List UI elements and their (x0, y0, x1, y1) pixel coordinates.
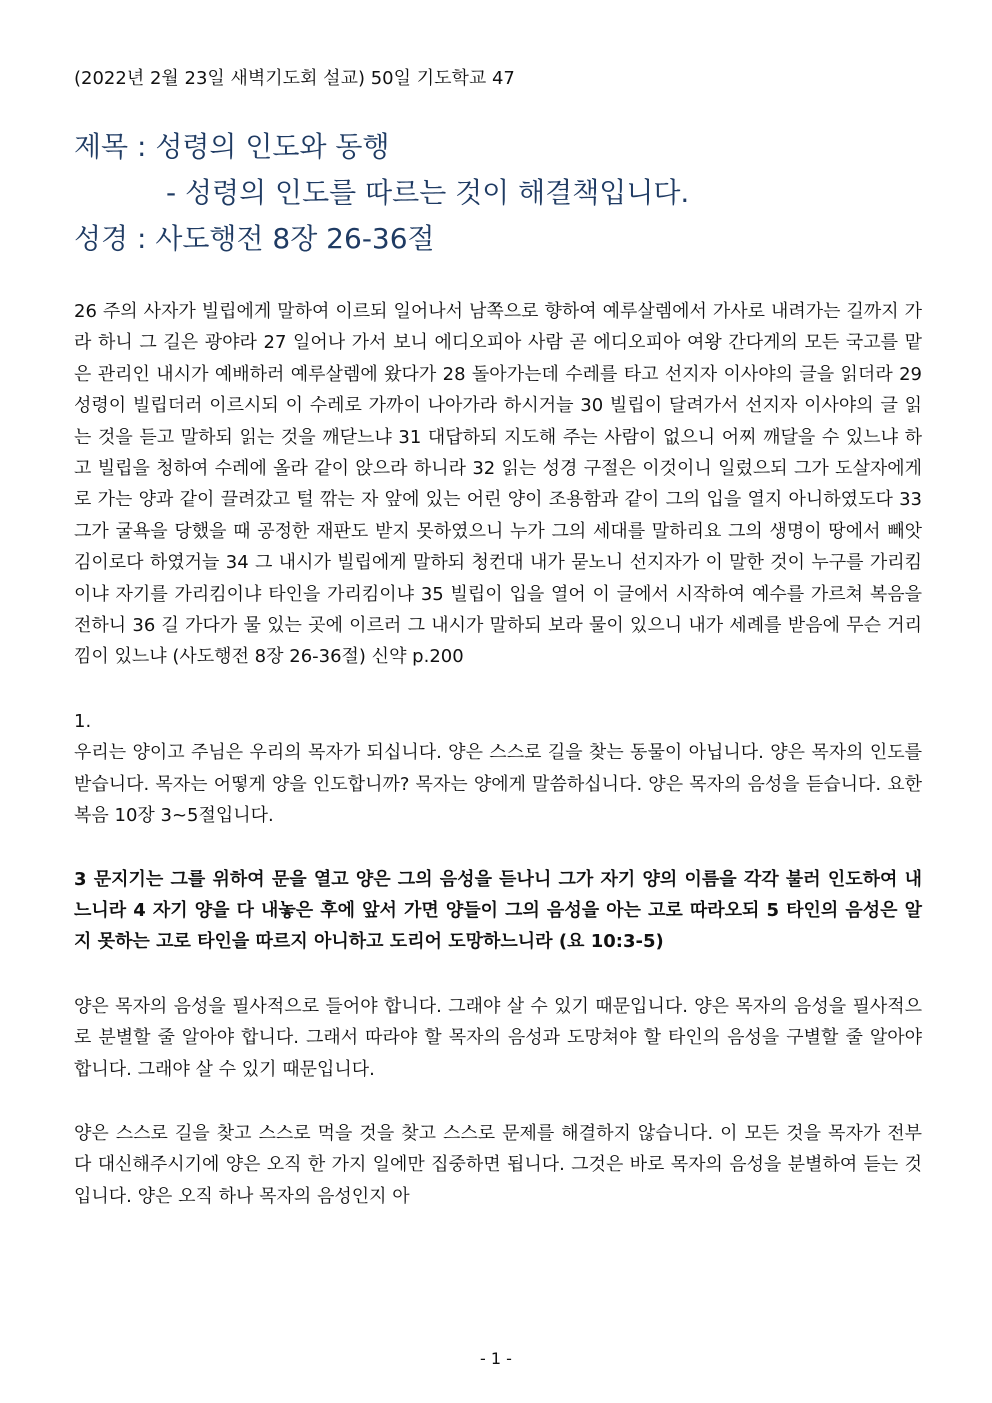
body-paragraph-1: 우리는 양이고 주님은 우리의 목자가 되십니다. 양은 스스로 길을 찾는 동물이 아닙니다. 양은 목자의 인도를 받습니다. 목자는 어떻게 양을 인도합니까? 목자는 양에게 말씀하십니다. 양은 목자의 음성을 듣습니다. 요한복음 10장 3~5절입니다. (74, 742, 922, 827)
sermon-header: (2022년 2월 23일 새벽기도회 설교) 50일 기도학교 47 (74, 68, 515, 89)
body-paragraph-3: 양은 스스로 길을 찾고 스스로 먹을 것을 찾고 스스로 문제를 해결하지 않습니다. 이 모든 것을 목자가 전부 다 대신해주시기에 양은 오직 한 가지 일에만 집중하면 됩니다. 그것은 바로 목자의 음성을 분별하여 듣는 것입니다. 양은 오직 하나 목자의 음성인지 아 (74, 1122, 922, 1207)
bible-quote: 3 문지기는 그를 위하여 문을 열고 양은 그의 음성을 듣나니 그가 자기 양의 이름을 각각 불러 인도하여 내느니라 4 자기 양을 다 내놓은 후에 앞서 가면 양들이 그의 음성을 아는 고로 따라오되 5 타인의 음성은 알지 못하는 고로 타인을 따르지 아니하고 도리어 도망하느니라 (요 10:3-5) (74, 868, 922, 953)
sermon-title: 제목 : 성령의 인도와 동행 (74, 130, 390, 163)
scripture-reference: 성경 : 사도행전 8장 26-36절 (74, 222, 435, 255)
page-number: - 1 - (480, 1349, 512, 1368)
sermon-subtitle: - 성령의 인도를 따르는 것이 해결책입니다. (166, 176, 690, 209)
title-block (74, 124, 922, 262)
scripture-passage: 26 주의 사자가 빌립에게 말하여 이르되 일어나서 남쪽으로 향하여 예루살렘에서 가사로 내려가는 길까지 가라 하니 그 길은 광야라 27 일어나 가서 보니 에디오피아 사람 곧 에디오피아 여왕 간다게의 모든 국고를 맡은 관리인 내시가 예배하러 예루살렘에 왔다가 28 돌아가는데 수레를 타고 선지자 이사야의 글을 읽더라 29 성령이 빌립더러 이르시되 이 수레로 가까이 나아가라 하시거늘 30 빌립이 달려가서 선지자 이사야의 글 읽는 것을 듣고 말하되 읽는 것을 깨닫느냐 31 대답하되 지도해 주는 사람이 없으니 어찌 깨달을 수 있느냐 하고 빌립을 청하여 수레에 올라 같이 앉으라 하니라 32 읽는 성경 구절은 이것이니 일렀으되 그가 도살자에게로 가는 양과 같이 끌려갔고 털 깎는 자 앞에 있는 어린 양이 조용함과 같이 그의 입을 열지 아니하였도다 33 그가 굴욕을 당했을 때 공정한 재판도 받지 못하였으니 누가 그의 세대를 말하리요 그의 생명이 땅에서 빼앗김이로다 하였거늘 34 그 내시가 빌립에게 말하되 청컨대 내가 묻노니 선지자가 이 말한 것이 누구를 가리킴이냐 자기를 가리킴이냐 타인을 가리킴이냐 35 빌립이 입을 열어 이 글에서 시작하여 예수를 가르쳐 복음을 전하니 36 길 가다가 물 있는 곳에 이르러 그 내시가 말하되 보라 물이 있으니 내가 세례를 받음에 무슨 거리낌이 있느냐 (사도행전 8장 26-36절) 신약 p.200 (74, 301, 922, 668)
body-paragraph-2: 양은 목자의 음성을 필사적으로 들어야 합니다. 그래야 살 수 있기 때문입니다. 양은 목자의 음성을 필사적으로 분별할 줄 알아야 합니다. 그래서 따라야 할 목자의 음성과 도망쳐야 할 타인의 음성을 구별할 줄 알아야 합니다. 그래야 살 수 있기 때문입니다. (74, 995, 922, 1080)
document-page (74, 62, 922, 1212)
section-number: 1. (74, 710, 92, 732)
